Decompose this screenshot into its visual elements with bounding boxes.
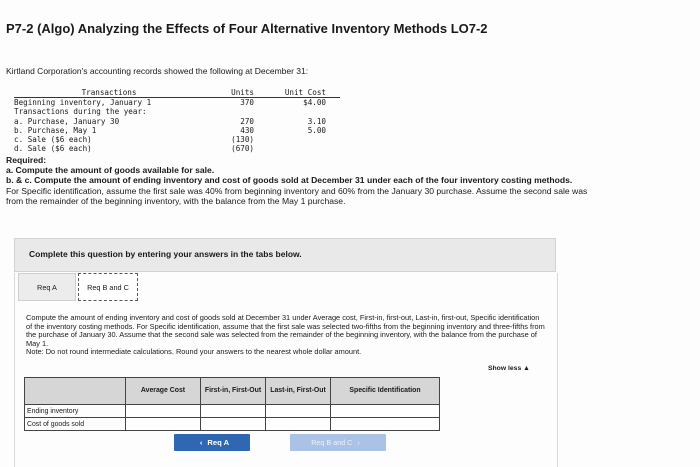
tab-req-b-and-c[interactable]	[78, 273, 138, 301]
answer-table	[24, 377, 440, 431]
table-row	[14, 107, 340, 116]
cogs-lifo-input[interactable]	[266, 418, 331, 431]
row-units: (670)	[231, 144, 254, 154]
cogs-fifo-input[interactable]	[201, 418, 266, 431]
chevron-left-icon: ‹	[199, 438, 203, 447]
table-row	[14, 126, 340, 135]
table-row	[14, 135, 340, 144]
row-units	[204, 107, 260, 116]
required-a: a. Compute the amount of goods available for sale.	[6, 165, 215, 176]
chevron-right-icon: ›	[357, 438, 360, 447]
transactions-table	[14, 88, 340, 153]
cogs-specific-input[interactable]	[331, 418, 440, 431]
ending-inventory-lifo-input[interactable]	[266, 405, 331, 418]
fifo-header: First-in, First-Out	[201, 378, 266, 405]
row-label: b. Purchase, May 1	[14, 125, 97, 135]
intro-text: Kirtland Corporation's accounting records showed the following at December 31:	[6, 66, 309, 76]
prev-button-label: Req A	[207, 438, 230, 447]
transactions-header-row	[14, 88, 340, 98]
table-row	[14, 98, 340, 108]
next-button-label: Req B and C	[311, 438, 353, 447]
ending-inventory-label: Ending inventory	[25, 405, 126, 418]
row-label: Transactions during the year:	[14, 107, 147, 117]
next-req-b-and-c-button[interactable]	[290, 434, 386, 451]
answer-header-row	[25, 378, 440, 405]
prev-req-a-button[interactable]	[174, 434, 250, 451]
average-cost-header: Average Cost	[126, 378, 201, 405]
row-unit-cost	[260, 135, 340, 144]
units-header: Units	[204, 88, 260, 98]
ending-inventory-fifo-input[interactable]	[201, 405, 266, 418]
row-units: 270	[240, 116, 254, 126]
tab-label: Req A	[37, 282, 57, 292]
lifo-header: Last-in, First-Out	[266, 378, 331, 405]
instructions-banner	[14, 238, 556, 272]
row-units: (130)	[231, 135, 254, 145]
tab-instructions	[26, 314, 546, 357]
unit-cost-header: Unit Cost	[260, 88, 340, 98]
tab-panel	[14, 273, 558, 467]
required-specific: For Specific identification, assume the first sale was 40% from beginning inventory and 60% from the January 30 purchase. Assume the second sale was from the remainder of the beginning inventory, with the balance from the May 1 purchase.	[6, 185, 588, 206]
row-unit-cost: $4.00	[303, 98, 326, 108]
tab-label: Req B and C	[87, 282, 129, 292]
show-less-toggle[interactable]: Show less ▲	[488, 365, 530, 372]
page-title: P7-2 (Algo) Analyzing the Effects of Four Alternative Inventory Methods LO7-2	[6, 21, 488, 36]
row-unit-cost	[260, 107, 340, 116]
table-row	[14, 144, 340, 153]
blank-header	[25, 378, 126, 405]
row-label: c. Sale ($6 each)	[14, 135, 92, 145]
table-row	[25, 405, 440, 418]
row-label: d. Sale ($6 each)	[14, 144, 92, 154]
row-unit-cost: 3.10	[307, 116, 326, 126]
row-units: 430	[240, 125, 254, 135]
specific-id-header: Specific Identification	[331, 378, 440, 405]
required-heading: Required:	[6, 155, 47, 165]
row-label: a. Purchase, January 30	[14, 116, 120, 126]
table-row	[14, 117, 340, 126]
ending-inventory-specific-input[interactable]	[331, 405, 440, 418]
ending-inventory-average-input[interactable]	[126, 405, 201, 418]
required-bc: b. & c. Compute the amount of ending inventory and cost of goods sold at December 31 under each of the four inventory costing methods.	[6, 175, 573, 186]
transactions-header: Transactions	[14, 88, 204, 98]
banner-text: Complete this question by entering your answers in the tabs below.	[29, 249, 302, 259]
row-units: 370	[240, 98, 254, 108]
table-row	[25, 418, 440, 431]
required-section	[6, 155, 606, 206]
row-unit-cost	[260, 144, 340, 153]
tab-req-a[interactable]	[18, 273, 76, 301]
cogs-average-input[interactable]	[126, 418, 201, 431]
note-text: Note: Do not round intermediate calculations. Round your answers to the nearest whole dollar amount.	[26, 347, 362, 357]
row-label: Beginning inventory, January 1	[14, 98, 152, 108]
row-unit-cost: 5.00	[307, 125, 326, 135]
instructions-text: Compute the amount of ending inventory and cost of goods sold at December 31 under Average cost, First-in, first-out, Last-in, first-out, Specific identification of the inventory costing methods. For Specific identification, assume that the first sale was selected two-fifths from the beginning inventory and three-fifths from the purchase of January 30. Assume that the second sale was selected from the remainder of the beginning inventory, with the balance from the purchase of May 1.	[26, 313, 545, 348]
cogs-label: Cost of goods sold	[25, 418, 126, 431]
